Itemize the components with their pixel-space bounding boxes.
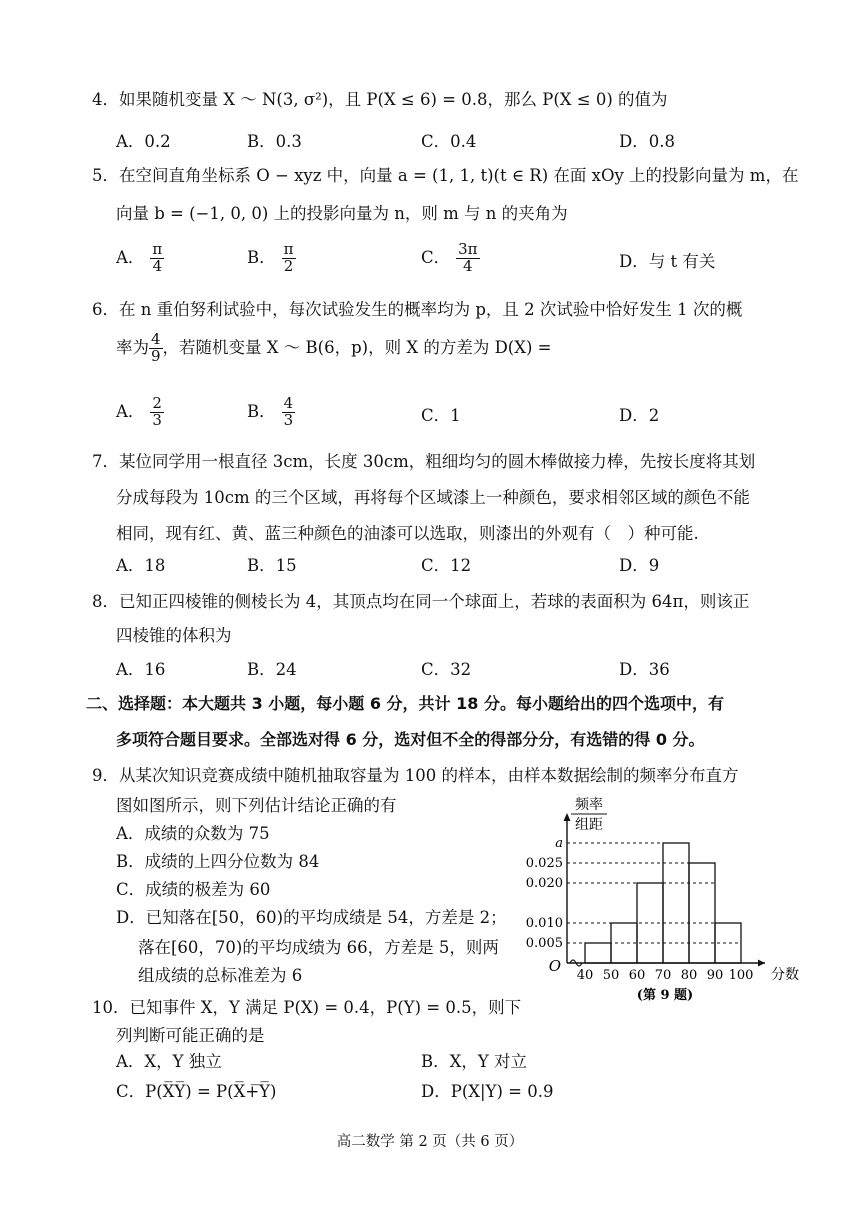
x-tick-label: 70 <box>654 968 672 983</box>
q5-option-a-fraction: $\frac{\pi}{4}$ <box>152 240 163 275</box>
histogram-bar <box>585 943 611 963</box>
x-axis-arrow <box>758 960 765 967</box>
frequency-histogram <box>515 795 815 1010</box>
figure-caption: (第 9 题) <box>636 988 694 1003</box>
q5-option-b: B． $\frac{\pi}{2}$ <box>247 240 294 275</box>
q9-option-a: A．成绩的众数为 75 <box>116 824 270 843</box>
x-tick-label: 90 <box>706 968 724 983</box>
section2-heading-line1: 二、选择题：本大题共 3 小题，每小题 6 分，共计 18 分。每小题给出的四个选项中，有 <box>86 694 724 713</box>
q6-option-c: C．1 <box>421 406 461 425</box>
y-axis-label-denominator: 组距 <box>575 817 603 833</box>
q7-option-a: A．18 <box>116 556 166 575</box>
q9-option-d-line3: 组成绩的总标准差为 6 <box>138 966 303 985</box>
q9-stem-line1: 9．从某次知识竞赛成绩中随机抽取容量为 100 的样本，由样本数据绘制的频率分布直方 <box>92 766 739 785</box>
q10-option-c: C．P(X̅Y̅) = P(X̅+̅Y̅) <box>116 1082 277 1101</box>
q7-stem-line3: 相同，现有红、黄、蓝三种颜色的油漆可以选取，则漆出的外观有（ ）种可能. <box>116 524 699 543</box>
origin-label: O <box>548 957 561 975</box>
q8-option-d: D．36 <box>619 660 670 679</box>
histogram-bar <box>663 843 689 963</box>
y-tick-label: a <box>555 836 563 851</box>
q8-stem-line2: 四棱锥的体积为 <box>116 626 232 645</box>
q6-stem-line2: 率为 $\frac{4}{9}$ ，若随机变量 X ～ B(6，p)，则 X 的方差为 D(X) = <box>116 330 552 365</box>
x-tick-label: 100 <box>728 968 754 983</box>
q5-stem-line1: 5．在空间直角坐标系 O − xyz 中，向量 a = (1, 1, t)(t ∈ R) 在面 xOy 上的投影向量为 m，在 <box>92 166 799 185</box>
q8-option-c: C．32 <box>421 660 472 679</box>
q4-option-b: B．0.3 <box>247 132 302 151</box>
q9-option-b: B．成绩的上四分位数为 84 <box>116 852 320 871</box>
q5-option-a: A． $\frac{\pi}{4}$ <box>116 240 163 275</box>
q9-option-c: C．成绩的极差为 60 <box>116 880 271 899</box>
x-tick-label: 80 <box>680 968 698 983</box>
q8-option-b: B．24 <box>247 660 297 679</box>
q7-option-d: D．9 <box>619 556 660 575</box>
q9-stem-line2: 图如图所示，则下列估计结论正确的有 <box>116 796 397 815</box>
q6-option-a: A． $\frac{2}{3}$ <box>116 394 162 429</box>
q9-option-d: D．已知落在[50，60)的平均成绩是 54，方差是 2； <box>116 908 507 927</box>
q7-stem-line1: 7．某位同学用一根直径 3cm，长度 30cm，粗细均匀的圆木棒做接力棒，先按长度将其划 <box>92 452 756 471</box>
q5-option-d: D．与 t 有关 <box>619 252 716 271</box>
y-axis-label-numerator: 频率 <box>575 797 603 813</box>
x-tick-label: 40 <box>576 968 594 983</box>
q10-stem-line2: 列判断可能正确的是 <box>116 1026 265 1045</box>
page-footer: 高二数学 第 2 页（共 6 页） <box>336 1134 524 1150</box>
x-tick-label: 50 <box>602 968 620 983</box>
y-tick-label: 0.010 <box>525 916 563 931</box>
q8-option-a: A．16 <box>116 660 166 679</box>
q6-option-d: D．2 <box>619 406 660 425</box>
q5-option-b-fraction: $\frac{\pi}{2}$ <box>283 240 294 275</box>
section2-heading-line2: 多项符合题目要求。全部选对得 6 分，选对但不全的得部分分，有选错的得 0 分。 <box>116 730 705 749</box>
q6-stem-line1: 6．在 n 重伯努利试验中，每次试验发生的概率均为 p，且 2 次试验中恰好发生 1 次的概 <box>92 300 743 319</box>
x-axis-label: 分数 <box>771 967 799 983</box>
q10-option-d: D．P(X|Y) = 0.9 <box>421 1082 554 1101</box>
q4-option-a: A．0.2 <box>116 132 171 151</box>
y-tick-label: 0.025 <box>525 856 563 871</box>
q10-option-a: A．X，Y 独立 <box>116 1052 222 1071</box>
q4-option-d: D．0.8 <box>619 132 675 151</box>
q10-stem-line1: 10．已知事件 X，Y 满足 P(X) = 0.4，P(Y) = 0.5，则下 <box>92 998 522 1017</box>
q7-stem-line2: 分成每段为 10cm 的三个区域，再将每个区域漆上一种颜色，要求相邻区域的颜色不能 <box>116 488 750 507</box>
q7-option-c: C．12 <box>421 556 472 575</box>
y-tick-label: 0.020 <box>525 876 563 891</box>
q6-stem-fraction: $\frac{4}{9}$ <box>151 330 161 365</box>
histogram-bar <box>689 863 715 963</box>
q5-option-c: C． $\frac{3\pi}{4}$ <box>421 240 478 275</box>
q10-option-b: B．X，Y 对立 <box>421 1052 528 1071</box>
q7-option-b: B．15 <box>247 556 297 575</box>
y-tick-label: 0.005 <box>525 936 563 951</box>
q5-stem-line2: 向量 b = (−1, 0, 0) 上的投影向量为 n，则 m 与 n 的夹角为 <box>116 204 568 223</box>
y-axis-arrow <box>564 813 571 821</box>
q6-option-a-fraction: $\frac{2}{3}$ <box>152 394 162 429</box>
q4-stem: 4．如果随机变量 X ～ N(3, σ²)，且 P(X ≤ 6) = 0.8，那么 P(X ≤ 0) 的值为 <box>92 90 668 109</box>
q5-option-c-fraction: $\frac{3\pi}{4}$ <box>458 240 478 275</box>
q9-option-d-line2: 落在[60，70)的平均成绩为 66，方差是 5，则两 <box>138 938 499 957</box>
q6-option-b-fraction: $\frac{4}{3}$ <box>283 394 294 429</box>
q8-stem-line1: 8．已知正四棱锥的侧棱长为 4，其顶点均在同一个球面上，若球的表面积为 64π，则该正 <box>92 592 750 611</box>
q4-option-c: C．0.4 <box>421 132 477 151</box>
x-tick-label: 60 <box>628 968 646 983</box>
q6-option-b: B． $\frac{4}{3}$ <box>247 394 294 429</box>
